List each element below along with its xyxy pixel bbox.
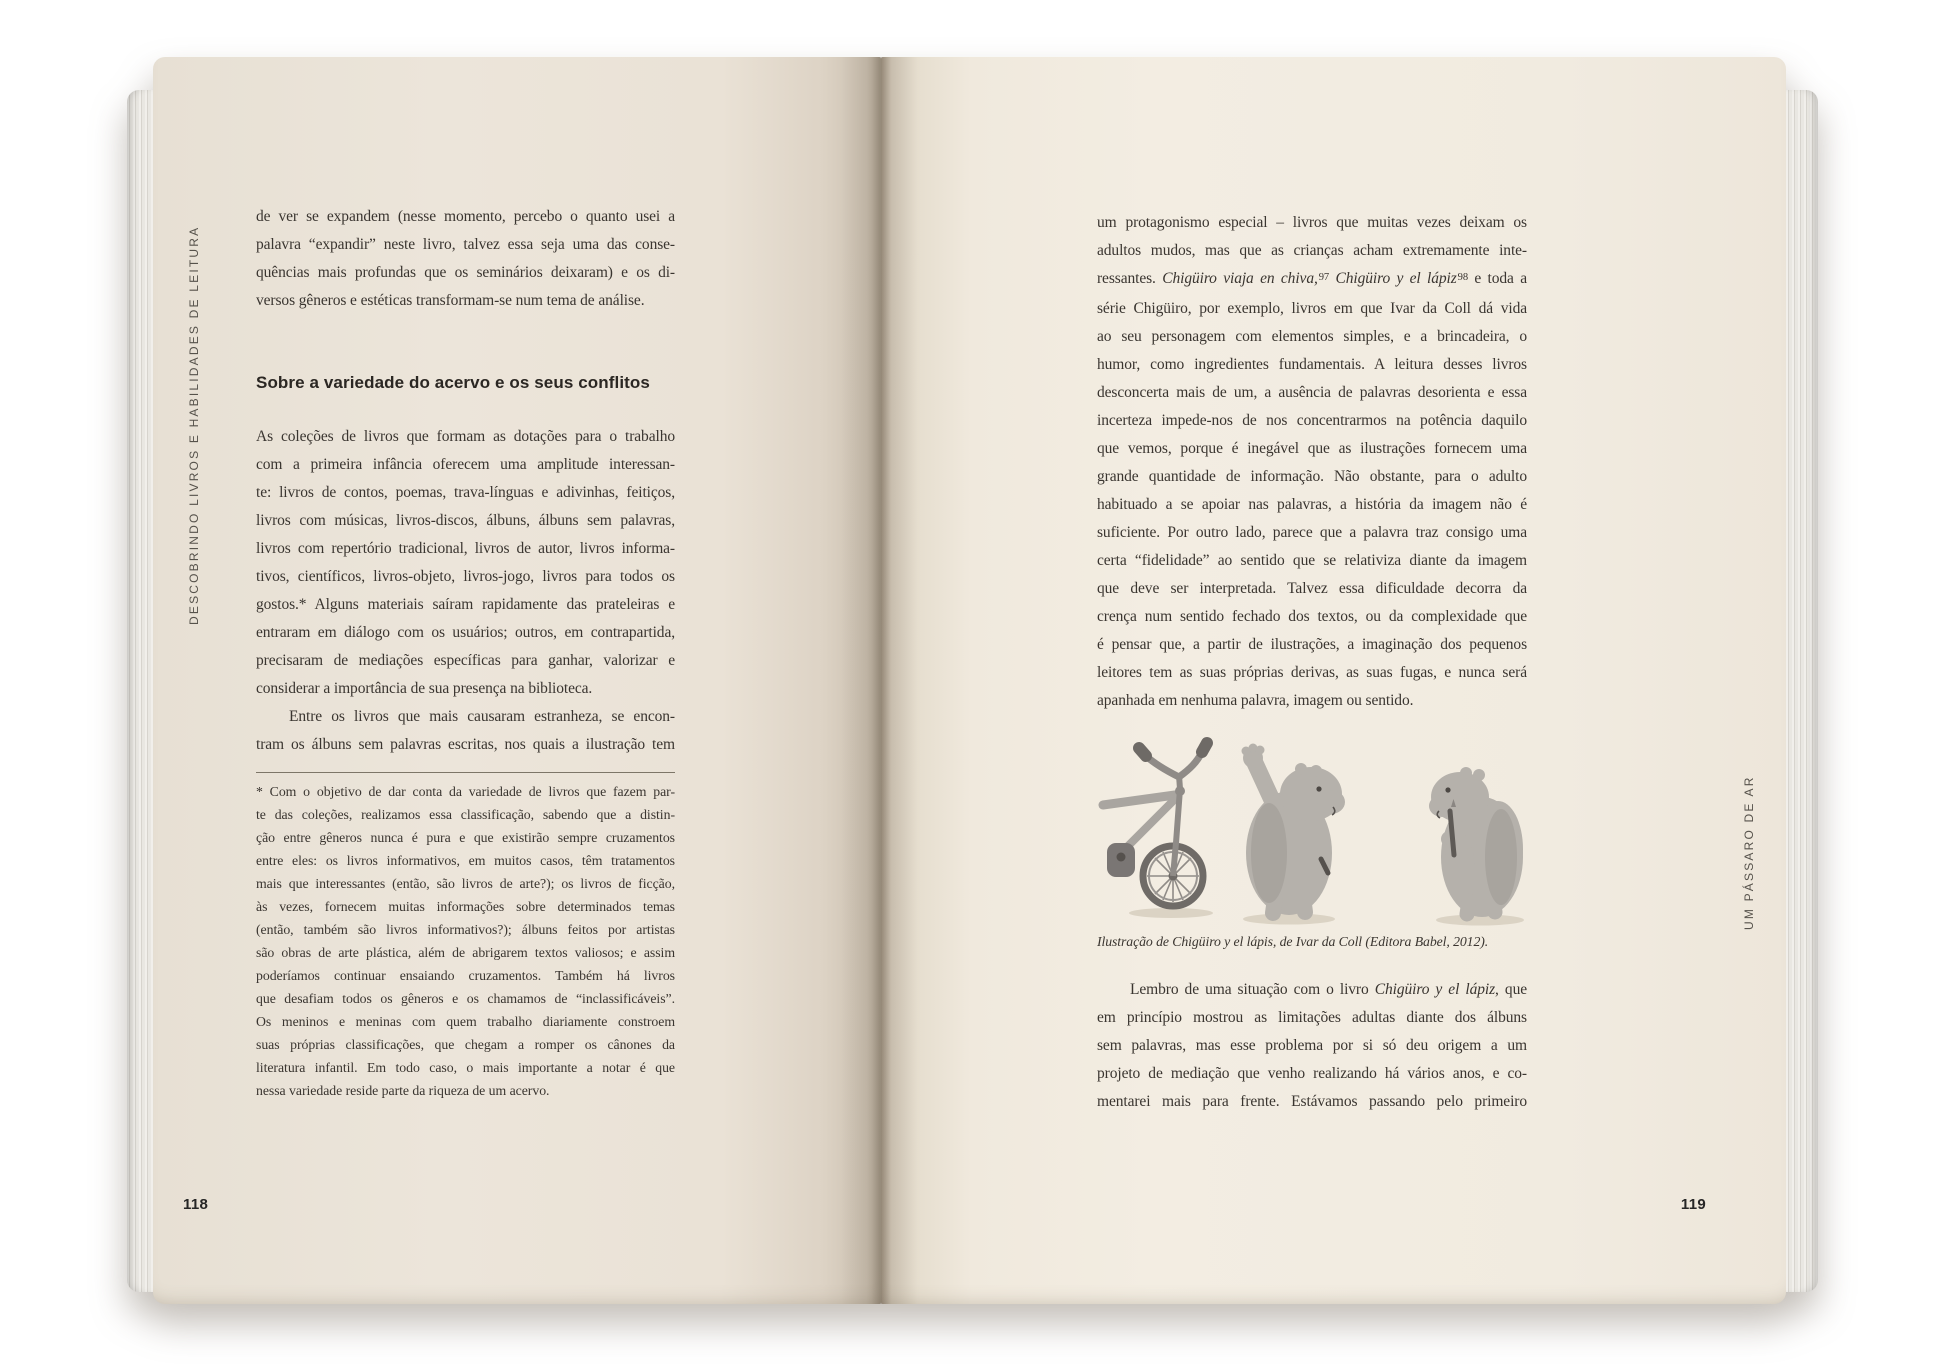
text-line: * Com o objetivo de dar conta da variedade de livros que fazem par- xyxy=(256,784,675,799)
text-line: mais que interessantes (então, são livros de arte?); os livros de ficção, xyxy=(256,876,675,891)
text-line: crença num sentido fechado dos textos, ou da complexidade que xyxy=(1097,608,1527,625)
text-line: te: livros de contos, poemas, trava-línguas e adivinhas, feitiços, xyxy=(256,484,675,501)
shadow xyxy=(1129,908,1213,918)
text-line: com a primeira infância oferecem uma amplitude interessan- xyxy=(256,456,675,473)
text-line: que deve ser interpretada. Talvez essa dificuldade decorra da xyxy=(1097,580,1527,597)
text-line: suficiente. Por outro lado, parece que a palavra traz consigo uma xyxy=(1097,524,1527,541)
left-page-edges xyxy=(127,90,153,1292)
text-line: grande quantidade de informação. Não obstante, para o adulto xyxy=(1097,468,1527,485)
text-line: suas próprias classificações, que chegam a romper os cânones da xyxy=(256,1037,675,1052)
capybara-holding-pencil-icon xyxy=(1429,767,1523,917)
illustration-caption: Ilustração de Chigüiro y el lápis, de Ivar da Coll (Editora Babel, 2012). xyxy=(1097,934,1489,949)
page-number-left: 118 xyxy=(183,1196,209,1213)
footnote xyxy=(256,780,675,1102)
text-line: que vemos, porque é inegável que as ilustrações fornecem uma xyxy=(1097,440,1527,457)
text-line: ção entre gêneros nunca é pura e que existirão sempre cruzamentos xyxy=(256,830,675,845)
text-line: em princípio mostrou as limitações adultas diante dos álbuns xyxy=(1097,1009,1527,1026)
text-line: leitores tem as suas próprias derivas, as suas fugas, e nunca será xyxy=(1097,664,1527,681)
text-line: palavra “expandir” neste livro, talvez essa seja uma das conse- xyxy=(256,236,675,253)
text-line: livros com repertório tradicional, livros de autor, livros informa- xyxy=(256,540,675,557)
text-line: tram os álbuns sem palavras escritas, nos quais a ilustração tem xyxy=(256,736,675,753)
text-line: te das coleções, realizamos essa classificação, sabendo que a distin- xyxy=(256,807,675,822)
text-line: desconcerta mais de um, a ausência de palavras desorienta e essa xyxy=(1097,384,1527,401)
text-line: um protagonismo especial – livros que muitas vezes deixam os xyxy=(1097,214,1527,231)
text-line: de ver se expandem (nesse momento, percebo o quanto usei a xyxy=(256,208,675,225)
text-line: ressantes. Chigüiro viaja en chiva,$^{97}$ Chigüiro y el lápiz$^{98}$ e toda a xyxy=(1097,270,1527,287)
left-text-column xyxy=(256,203,675,1102)
text-line: ao seu personagem com elementos simples, e a brincadeira, o xyxy=(1097,328,1527,345)
text-line: quências mais profundas que os seminários deixaram) e os di- xyxy=(256,264,675,281)
text-line: considerar a importância de sua presença na biblioteca. xyxy=(256,680,593,697)
paragraph xyxy=(1097,976,1527,1116)
text-line: humor, como ingredientes fundamentais. A leitura desses livros xyxy=(1097,356,1527,373)
bicycle-icon xyxy=(1103,743,1207,906)
text-line: precisaram de mediações específicas para ganhar, valorizar e xyxy=(256,652,675,669)
text-line: Os meninos e meninas com quem trabalho diariamente constroem xyxy=(256,1014,675,1029)
text-line: poderíamos continuar ensaiando cruzamentos. Também há livros xyxy=(256,968,675,983)
text-line: entraram em diálogo com os usuários; outros, em contrapartida, xyxy=(256,624,675,641)
open-book xyxy=(127,57,1818,1304)
text-line: é pensar que, a partir de ilustrações, a imaginação dos pequenos xyxy=(1097,636,1527,653)
capybara-illustration xyxy=(1097,731,1527,927)
text-line: são obras de arte plástica, além de abrigarem textos valiosos; e assim xyxy=(256,945,675,960)
right-text-column xyxy=(1097,209,1527,1116)
text-line: série Chigüiro, por exemplo, livros em que Ivar da Coll dá vida xyxy=(1097,300,1527,317)
text-line: versos gêneros e estéticas transformam-se num tema de análise. xyxy=(256,292,645,309)
text-line: incerteza impede-nos de nos concentrarmos na potência daquilo xyxy=(1097,412,1527,429)
text-line: mentarei mais para frente. Estávamos passando pelo primeiro xyxy=(1097,1093,1527,1110)
text-line: apanhada em nenhuma palavra, imagem ou sentido. xyxy=(1097,692,1414,709)
capybara-waving-icon xyxy=(1242,744,1346,916)
paragraph xyxy=(256,703,675,759)
footnote-separator xyxy=(256,772,675,773)
text-line: Entre os livros que mais causaram estranheza, se encon- xyxy=(289,708,675,725)
text-line: que desafiam todos os gêneros e os chamamos de “inclassificáveis”. xyxy=(256,991,675,1006)
running-title-left: DESCOBRINDO LIVROS E HABILIDADES DE LEITURA xyxy=(187,225,201,625)
text-line: sem palavras, mas esse problema por si só deu origem a um xyxy=(1097,1037,1527,1054)
right-page-edges xyxy=(1786,90,1818,1292)
text-line: gostos.* Alguns materiais saíram rapidamente das prateleiras e xyxy=(256,596,675,613)
text-line: certa “fidelidade” ao sentido que se relativiza diante da imagem xyxy=(1097,552,1527,569)
text-line: adultos mudos, mas que as crianças acham extremamente inte- xyxy=(1097,242,1527,259)
text-line: (então, também são livros informativos?); álbuns feitos por artistas xyxy=(256,922,675,937)
text-line: às vezes, fornecem muitas informações sobre determinados temas xyxy=(256,899,675,914)
text-line: entre eles: os livros informativos, em muitos casos, têm tratamentos xyxy=(256,853,675,868)
text-line: habituado a se apoiar nas palavras, a história da imagem não é xyxy=(1097,496,1527,513)
paragraph xyxy=(1097,209,1527,715)
section-heading: Sobre a variedade do acervo e os seus conflitos xyxy=(256,373,650,392)
running-title-right: UM PÁSSARO DE AR xyxy=(1742,775,1756,930)
text-line: tivos, científicos, livros-objeto, livros-jogo, livros para todos os xyxy=(256,568,675,585)
text-line: livros com músicas, livros-discos, álbuns, álbuns sem palavras, xyxy=(256,512,675,529)
page-number-right: 119 xyxy=(1680,1196,1706,1213)
text-line: As coleções de livros que formam as dotações para o trabalho xyxy=(256,428,675,445)
shadow xyxy=(1243,914,1335,925)
text-line: Lembro de uma situação com o livro Chigüiro y el lápiz, que xyxy=(1130,981,1527,998)
text-line: literatura infantil. Em todo caso, o mais importante a notar é que xyxy=(256,1060,675,1075)
text-line: nessa variedade reside parte da riqueza de um acervo. xyxy=(256,1083,550,1098)
text-line: projeto de mediação que venho realizando há vários anos, e co- xyxy=(1097,1065,1527,1082)
paragraph xyxy=(256,203,675,315)
paragraph xyxy=(256,423,675,703)
